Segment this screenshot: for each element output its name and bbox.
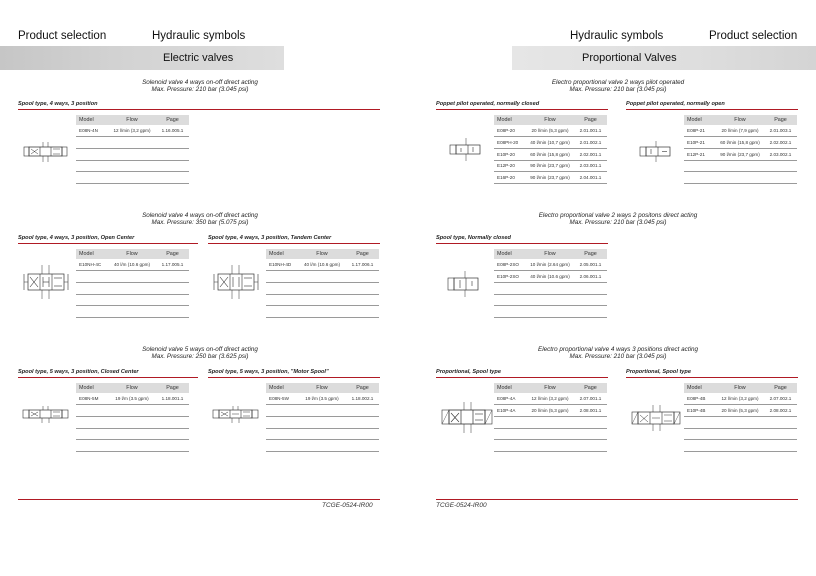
table-row-empty bbox=[76, 294, 189, 306]
proportional-4way-symbol-b bbox=[630, 404, 684, 434]
left-footer-rule bbox=[18, 499, 380, 500]
cell-page: 1.18.002.1 bbox=[346, 393, 379, 405]
cell-flow: 90 l/min (23,7 gpm) bbox=[526, 172, 574, 184]
right-sec1-table2 bbox=[684, 115, 797, 184]
col-model: Model bbox=[684, 383, 716, 393]
table-header-row bbox=[266, 383, 379, 393]
cell-flow: 10 l/min (2.64 gpm) bbox=[526, 259, 574, 271]
table-row-empty bbox=[266, 271, 379, 283]
left-sec1-sub1-label: Spool type, 4 ways, 3 position bbox=[18, 101, 380, 110]
col-page: Page bbox=[574, 115, 607, 125]
table-row bbox=[76, 259, 189, 271]
table-row-empty bbox=[494, 306, 607, 318]
poppet-no-symbol bbox=[632, 140, 682, 164]
right-footer-code: TCGE-0524-IR00 bbox=[436, 502, 487, 509]
cell-model: E08P-20 bbox=[494, 125, 526, 137]
table-row bbox=[684, 125, 797, 137]
cell-page: 2.07.002.1 bbox=[764, 393, 797, 405]
cell-flow: 40 l/min (10,7 gpm) bbox=[526, 137, 574, 149]
col-flow: Flow bbox=[298, 383, 346, 393]
cell-flow: 40 l/m (10.6 gpm) bbox=[298, 259, 346, 271]
col-flow: Flow bbox=[298, 249, 346, 259]
spool-nc-2way-symbol bbox=[444, 270, 494, 300]
table-row-empty bbox=[684, 440, 797, 452]
table-row bbox=[684, 393, 797, 405]
table-row-empty bbox=[266, 294, 379, 306]
table-row bbox=[494, 405, 607, 417]
left-sec1-title bbox=[10, 79, 390, 94]
table-row-empty bbox=[266, 428, 379, 440]
right-sec3-sub1-label: Proportional, Spool type bbox=[436, 369, 608, 378]
cell-page: 2.01.001.1 bbox=[574, 125, 607, 137]
cell-flow: 19 l/m (3.5 gpm) bbox=[298, 393, 346, 405]
right-sec3-pressure: Max. Pressure: 210 bar (3.045 psi) bbox=[569, 353, 667, 361]
cell-page: 2.02.001.1 bbox=[574, 148, 607, 160]
right-sec3-table2 bbox=[684, 383, 797, 452]
col-page: Page bbox=[346, 249, 379, 259]
col-page: Page bbox=[156, 115, 189, 125]
left-sec3-pressure: Max. Pressure: 250 bar (3.625 psi) bbox=[151, 353, 249, 361]
col-model: Model bbox=[494, 249, 526, 259]
left-sec1-title-line1: Solenoid valve 4 ways on-off direct acting bbox=[142, 79, 258, 86]
right-sec3-title-line1: Electro proportional valve 4 ways 3 positions direct acting bbox=[538, 346, 698, 353]
left-sec2-table2 bbox=[266, 249, 379, 318]
left-sec2-title bbox=[10, 212, 390, 227]
left-product-selection-heading: Product selection bbox=[18, 30, 107, 42]
right-sec3-table1 bbox=[494, 383, 607, 452]
cell-model: E10NH-4D bbox=[266, 259, 298, 271]
table-row-empty bbox=[266, 282, 379, 294]
right-sec3-title bbox=[428, 346, 808, 361]
table-header-row bbox=[684, 115, 797, 125]
left-sec3-table2 bbox=[266, 383, 379, 452]
table-row bbox=[684, 148, 797, 160]
table-row-empty bbox=[494, 416, 607, 428]
col-model: Model bbox=[76, 115, 108, 125]
cell-flow: 20 l/min (5,3 gpm) bbox=[526, 405, 574, 417]
table-row-empty bbox=[76, 306, 189, 318]
table-row-empty bbox=[76, 271, 189, 283]
col-model: Model bbox=[266, 249, 298, 259]
left-sec2-sub2-label: Spool type, 4 ways, 3 position, Tandem Center bbox=[208, 235, 380, 244]
col-flow: Flow bbox=[716, 115, 764, 125]
cell-page: 1.18.001.1 bbox=[156, 393, 189, 405]
table-row bbox=[76, 393, 189, 405]
col-page: Page bbox=[156, 249, 189, 259]
col-page: Page bbox=[764, 115, 797, 125]
table-row-empty bbox=[266, 416, 379, 428]
cell-model: E08P-21 bbox=[684, 125, 716, 137]
table-header-row bbox=[76, 249, 189, 259]
cell-flow: 40 l/min (10.6 gpm) bbox=[526, 271, 574, 283]
table-row-empty bbox=[266, 306, 379, 318]
cell-model: E16P-20 bbox=[494, 172, 526, 184]
cell-page: 2.03.002.1 bbox=[764, 148, 797, 160]
table-row-empty bbox=[494, 440, 607, 452]
right-sec3-sub2-label: Proportional, Spool type bbox=[626, 369, 798, 378]
cell-page: 2.04.001.1 bbox=[574, 172, 607, 184]
left-sec1-pressure: Max. Pressure: 210 bar (3.045 psi) bbox=[151, 86, 249, 94]
valve-symbol-tandem-center bbox=[212, 262, 264, 304]
cell-page: 2.01.002.1 bbox=[574, 137, 607, 149]
cell-model: E12P-20 bbox=[494, 160, 526, 172]
table-row-empty bbox=[684, 172, 797, 184]
table-row bbox=[494, 137, 607, 149]
left-sec2-sub1-label: Spool type, 4 ways, 3 position, Open Center bbox=[18, 235, 198, 244]
left-sec3-sub1-label: Spool type, 5 ways, 3 position, Closed Center bbox=[18, 369, 198, 378]
table-row-empty bbox=[76, 440, 189, 452]
col-model: Model bbox=[494, 115, 526, 125]
col-model: Model bbox=[494, 383, 526, 393]
valve-symbol-open-center bbox=[22, 262, 74, 304]
cell-flow: 20 l/min (5,3 gpm) bbox=[716, 405, 764, 417]
col-model: Model bbox=[76, 249, 108, 259]
cell-page: 1.17.005.1 bbox=[156, 259, 189, 271]
table-row-empty bbox=[684, 160, 797, 172]
cell-model: E10P-2SO bbox=[494, 271, 526, 283]
poppet-nc-symbol bbox=[442, 136, 492, 164]
table-row bbox=[684, 405, 797, 417]
table-row bbox=[266, 259, 379, 271]
table-row bbox=[494, 160, 607, 172]
table-row bbox=[494, 259, 607, 271]
cell-page: 1.17.006.1 bbox=[346, 259, 379, 271]
right-sec1-title-line1: Electro proportional valve 2 ways pilot operated bbox=[551, 79, 685, 86]
col-flow: Flow bbox=[526, 115, 574, 125]
cell-flow: 12 l/min (3,2 gpm) bbox=[526, 393, 574, 405]
col-flow: Flow bbox=[526, 383, 574, 393]
cell-flow: 12 l/min (3,2 gpm) bbox=[716, 393, 764, 405]
electric-valves-banner bbox=[0, 46, 284, 70]
table-header-row bbox=[76, 115, 189, 125]
table-row-empty bbox=[76, 282, 189, 294]
right-sec1-title bbox=[428, 79, 808, 94]
cell-model: E08PH-20 bbox=[494, 137, 526, 149]
col-page: Page bbox=[574, 249, 607, 259]
left-sec3-title-line1: Solenoid valve 5 ways on-off direct acting bbox=[142, 346, 258, 353]
cell-page: 2.02.002.1 bbox=[764, 137, 797, 149]
table-row-empty bbox=[76, 428, 189, 440]
right-sec2-title-line1: Electro proportional valve 2 ways 2 positons direct acting bbox=[538, 212, 698, 219]
proportional-4way-symbol-a bbox=[440, 400, 496, 436]
cell-page: 2.08.002.1 bbox=[764, 405, 797, 417]
valve-symbol-4way-3pos bbox=[23, 140, 73, 166]
right-sec2-sub1-label: Spool type, Normally closed bbox=[436, 235, 608, 244]
cell-model: E10P-4A bbox=[494, 405, 526, 417]
table-header-row bbox=[494, 383, 607, 393]
cell-model: E10NH-4C bbox=[76, 259, 108, 271]
cell-flow: 90 l/min (23,7 gpm) bbox=[716, 148, 764, 160]
table-row-empty bbox=[266, 405, 379, 417]
cell-model: E10P-4B bbox=[684, 405, 716, 417]
table-row-empty bbox=[76, 405, 189, 417]
right-sec2-pressure: Max. Pressure: 210 bar (3.045 psi) bbox=[569, 219, 667, 227]
cell-page: 2.01.003.1 bbox=[764, 125, 797, 137]
cell-model: E08P-4B bbox=[684, 393, 716, 405]
col-flow: Flow bbox=[716, 383, 764, 393]
banner-left-label: Electric valves bbox=[163, 52, 234, 64]
col-model: Model bbox=[76, 383, 108, 393]
col-flow: Flow bbox=[526, 249, 574, 259]
col-flow: Flow bbox=[108, 115, 156, 125]
table-header-row bbox=[494, 115, 607, 125]
valve-symbol-5way-closed bbox=[22, 405, 74, 427]
left-sec3-sub2-label: Spool type, 5 ways, 3 position, "Motor Spool" bbox=[208, 369, 380, 378]
table-row-empty bbox=[76, 172, 189, 184]
cell-model: E08P-4A bbox=[494, 393, 526, 405]
cell-page: 2.05.001.1 bbox=[574, 259, 607, 271]
cell-model: E08N-5W bbox=[266, 393, 298, 405]
right-sec1-sub1-label: Poppet pilot operated, normally closed bbox=[436, 101, 608, 110]
table-row bbox=[494, 172, 607, 184]
cell-model: E08P-2SO bbox=[494, 259, 526, 271]
table-row-empty bbox=[76, 148, 189, 160]
table-row-empty bbox=[494, 282, 607, 294]
cell-page: 1.16.005.1 bbox=[156, 125, 189, 137]
table-header-row bbox=[266, 249, 379, 259]
right-sec1-table1 bbox=[494, 115, 607, 184]
col-model: Model bbox=[266, 383, 298, 393]
left-sec3-table1 bbox=[76, 383, 189, 452]
cell-flow: 20 l/min (7,9 gpm) bbox=[716, 125, 764, 137]
table-header-row bbox=[494, 249, 607, 259]
cell-flow: 60 l/min (15,8 gpm) bbox=[716, 137, 764, 149]
table-row-empty bbox=[76, 137, 189, 149]
col-flow: Flow bbox=[108, 249, 156, 259]
table-row-empty bbox=[266, 440, 379, 452]
cell-model: E12P-21 bbox=[684, 148, 716, 160]
valve-symbol-5way-motor-spool bbox=[212, 405, 264, 427]
left-sec2-pressure: Max. Pressure: 350 bar (5.075 psi) bbox=[151, 219, 249, 227]
cell-model: E08N-4N bbox=[76, 125, 108, 137]
cell-model: E10P-20 bbox=[494, 148, 526, 160]
table-row-empty bbox=[494, 428, 607, 440]
left-hydraulic-symbols-heading: Hydraulic symbols bbox=[152, 30, 246, 42]
table-row bbox=[76, 125, 189, 137]
table-row bbox=[494, 148, 607, 160]
table-row-empty bbox=[684, 428, 797, 440]
left-sec2-title-line1: Solenoid valve 4 ways on-off direct acting bbox=[142, 212, 258, 219]
left-footer-code: TCGE-0524-IR00 bbox=[322, 502, 373, 509]
right-hydraulic-symbols-heading: Hydraulic symbols bbox=[570, 30, 664, 42]
cell-flow: 20 l/min (5,3 gpm) bbox=[526, 125, 574, 137]
col-page: Page bbox=[574, 383, 607, 393]
right-sec2-title bbox=[428, 212, 808, 227]
table-row bbox=[266, 393, 379, 405]
table-row-empty bbox=[76, 416, 189, 428]
table-header-row bbox=[684, 383, 797, 393]
right-sec2-table bbox=[494, 249, 607, 318]
left-sec2-table1 bbox=[76, 249, 189, 318]
cell-flow: 60 l/min (15,8 gpm) bbox=[526, 148, 574, 160]
col-model: Model bbox=[684, 115, 716, 125]
table-row bbox=[494, 393, 607, 405]
right-sec1-sub2-label: Poppet pilot operated, normally open bbox=[626, 101, 798, 110]
left-sec1-table bbox=[76, 115, 189, 184]
col-page: Page bbox=[156, 383, 189, 393]
col-flow: Flow bbox=[108, 383, 156, 393]
table-row-empty bbox=[76, 160, 189, 172]
cell-model: E10P-21 bbox=[684, 137, 716, 149]
cell-flow: 19 l/m (3.5 gpm) bbox=[108, 393, 156, 405]
cell-page: 2.08.001.1 bbox=[574, 405, 607, 417]
cell-page: 2.03.001.1 bbox=[574, 160, 607, 172]
cell-model: E08N-5M bbox=[76, 393, 108, 405]
col-page: Page bbox=[346, 383, 379, 393]
table-row bbox=[684, 137, 797, 149]
right-product-selection-heading: Product selection bbox=[709, 30, 798, 42]
table-header-row bbox=[76, 383, 189, 393]
cell-flow: 40 l/m (10.6 gpm) bbox=[108, 259, 156, 271]
cell-flow: 90 l/min (23,7 gpm) bbox=[526, 160, 574, 172]
cell-page: 2.07.001.1 bbox=[574, 393, 607, 405]
cell-flow: 12 l/min (3,2 gpm) bbox=[108, 125, 156, 137]
banner-right-label: Proportional Valves bbox=[582, 52, 677, 64]
table-row bbox=[494, 125, 607, 137]
cell-page: 2.06.001.1 bbox=[574, 271, 607, 283]
table-row-empty bbox=[684, 416, 797, 428]
proportional-valves-banner bbox=[512, 46, 816, 70]
left-sec3-title bbox=[10, 346, 390, 361]
right-footer-rule bbox=[436, 499, 798, 500]
table-row bbox=[494, 271, 607, 283]
col-page: Page bbox=[764, 383, 797, 393]
right-sec1-pressure: Max. Pressure: 210 bar (3.045 psi) bbox=[569, 86, 667, 94]
table-row-empty bbox=[494, 294, 607, 306]
